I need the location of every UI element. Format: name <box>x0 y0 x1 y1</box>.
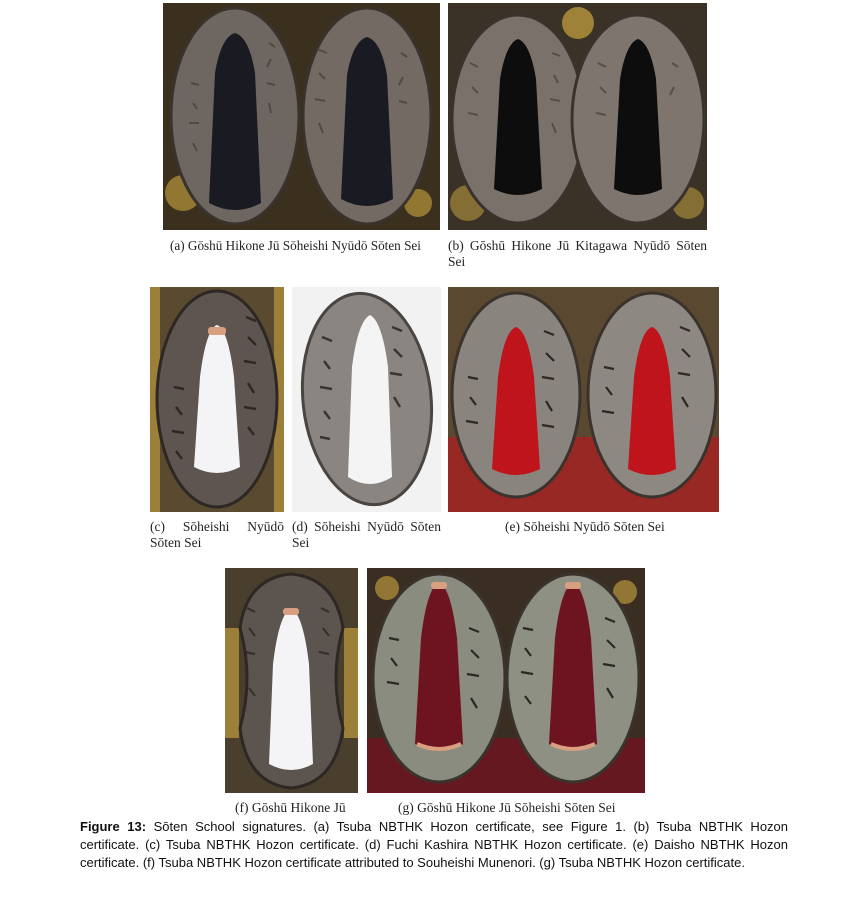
caption-g: (g) Gōshū Hikone Jū Sōheishi Sōten Sei <box>398 800 616 815</box>
caption-f: (f) Gōshū Hikone Jū <box>235 800 346 815</box>
caption-a: (a) Gōshū Hikone Jū Sōheishi Nyūdō Sōten Sei <box>170 238 421 253</box>
caption-d-line2: Sei <box>292 535 310 550</box>
photo-g-tsuba-pair <box>367 568 645 793</box>
caption-b-line2: Sei <box>448 254 466 269</box>
caption-b-line1: (b) Gōshū Hikone Jū Kitagawa Nyūdō Sōten <box>448 238 707 253</box>
photo-c-tsuba <box>150 287 284 512</box>
photo-e-daisho-pair <box>448 287 719 512</box>
photo-a-tsuba-pair <box>163 3 440 230</box>
photo-b-tsuba-pair <box>448 3 707 230</box>
figure-text: Sōten School signatures. (a) Tsuba NBTHK Hozon certificate, see Figure 1. (b) Tsuba NBTHK Hozon certificate. (c) Tsuba NBTHK Hozon certificate. (d) Fuchi Kashira NBTHK Hozon certificate. (e) Daisho NBTHK Hozon certificate. (f) Tsuba NBTHK Hozon certificate attributed to Souheishi Munenori. (g) Tsuba NBTHK Hozon certificate. <box>80 819 789 870</box>
photo-f-tsuba <box>225 568 358 793</box>
caption-e: (e) Sōheishi Nyūdō Sōten Sei <box>505 519 665 534</box>
figure-caption <box>80 818 788 872</box>
photo-d-fuchi-kashira <box>292 287 441 512</box>
caption-c-line1: (c) Sōheishi Nyūdō <box>150 519 284 534</box>
figure-label: Figure 13: <box>80 819 147 834</box>
caption-c-line2: Sōten Sei <box>150 535 202 550</box>
caption-d-line1: (d) Sōheishi Nyūdō Sōten <box>292 519 441 534</box>
